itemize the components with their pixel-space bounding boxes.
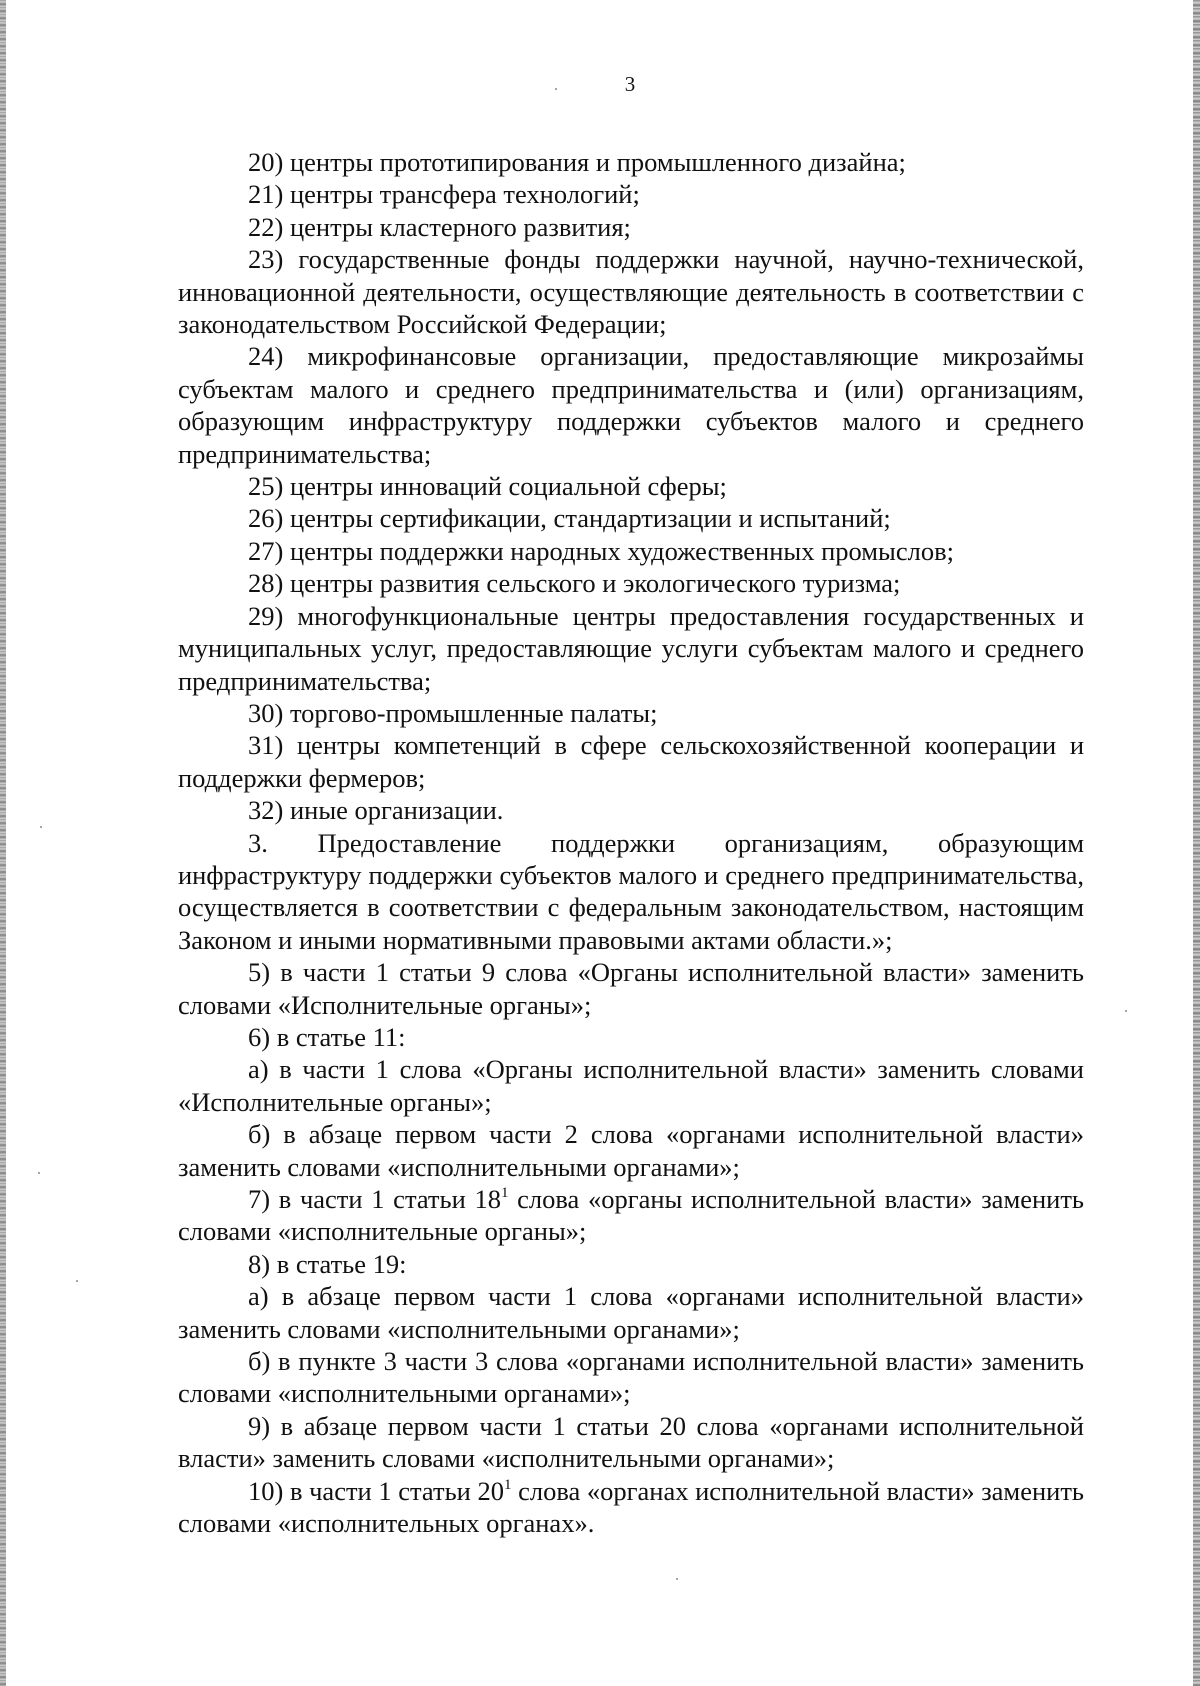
amendment-text-after: слова «органы исполнительной власти» заменить словами «исполнительные органы»; [178,1184,1085,1247]
superscript-index: 1 [500,1185,509,1201]
list-item: 20) центры прототипирования и промышленного дизайна; [248,147,906,177]
amendment-text-before: 10) в части 1 статьи 20 [248,1475,504,1506]
page-number: 3 [624,72,636,96]
list-item: 26) центры сертификации, стандартизации и испытаний; [248,503,891,534]
amendment-item: 9) в абзаце первом части 1 статьи 20 слова «органами исполнительной власти» заменить словами «исполнительными органами»; [178,1410,1084,1474]
document-body [178,146,1084,1539]
amendment-subitem: б) в пункте 3 части 3 слова «органами исполнительной власти» заменить словами «исполнительными органами»; [178,1346,1084,1409]
amendment-item [178,1183,1084,1248]
scan-speck [76,1280,78,1282]
list-item: 32) иные организации. [248,795,504,826]
list-item: 31) центры компетенций в сфере сельскохозяйственной кооперации и поддержки фермеров; [178,730,1084,793]
list-item: 24) микрофинансовые организации, предоставляющие микрозаймы субъектам малого и среднего предпринимательства и (или) организациям, образующим инфраструктуру поддержки субъектов малого и среднего предпринимательства; [178,341,1084,469]
amendment-text-after: слова «органах исполнительной власти» заменить словами «исполнительных органах». [178,1475,1084,1539]
scan-speck [676,1578,678,1580]
amendment-item: 8) в статье 19: [248,1248,407,1279]
scan-speck [1125,1010,1127,1012]
scan-speck [555,88,557,90]
amendment-text-before: 7) в части 1 статьи 18 [248,1184,501,1214]
scan-edge-right [1193,0,1200,1686]
superscript-index: 1 [503,1476,512,1493]
list-item: 25) центры инноваций социальной сферы; [248,471,727,502]
amendment-item: 5) в части 1 статьи 9 слова «Органы исполнительной власти» заменить словами «Исполнительные органы»; [178,957,1084,1020]
list-item: 27) центры поддержки народных художественных промыслов; [248,535,954,566]
amendment-subitem: б) в абзаце первом части 2 слова «органами исполнительной власти» заменить словами «исполнительными органами»; [178,1119,1084,1182]
scan-speck [38,1172,40,1174]
list-item: 28) центры развития сельского и экологического туризма; [248,568,901,599]
amendment-subitem: а) в части 1 слова «Органы исполнительной власти» заменить словами «Исполнительные органы»; [178,1054,1084,1117]
amendment-subitem: а) в абзаце первом части 1 слова «органами исполнительной власти» заменить словами «исполнительными органами»; [178,1281,1084,1344]
section-paragraph: 3. Предоставление поддержки организациям, образующим инфраструктуру поддержки субъектов малого и среднего предпринимательства, осуществляется в соответствии с федеральным законодательством, настоящим Законом и иными нормативными правовыми актами области.»; [178,827,1084,955]
amendment-item: 6) в статье 11: [248,1021,406,1052]
list-item: 22) центры кластерного развития; [248,211,631,242]
list-item: 21) центры трансфера технологий; [248,179,640,210]
list-item: 23) государственные фонды поддержки научной, научно-технической, инновационной деятельности, осуществляющие деятельность в соответствии с законодательством Российской Федерации; [178,244,1084,340]
list-item: 29) многофункциональные центры предоставления государственных и муниципальных услуг, предоставляющие услуги субъектам малого и среднего предпринимательства; [178,600,1084,696]
scan-edge-left [0,0,6,1686]
list-item: 30) торгово-промышленные палаты; [248,697,658,728]
scan-speck [40,826,42,828]
amendment-item [178,1475,1084,1540]
